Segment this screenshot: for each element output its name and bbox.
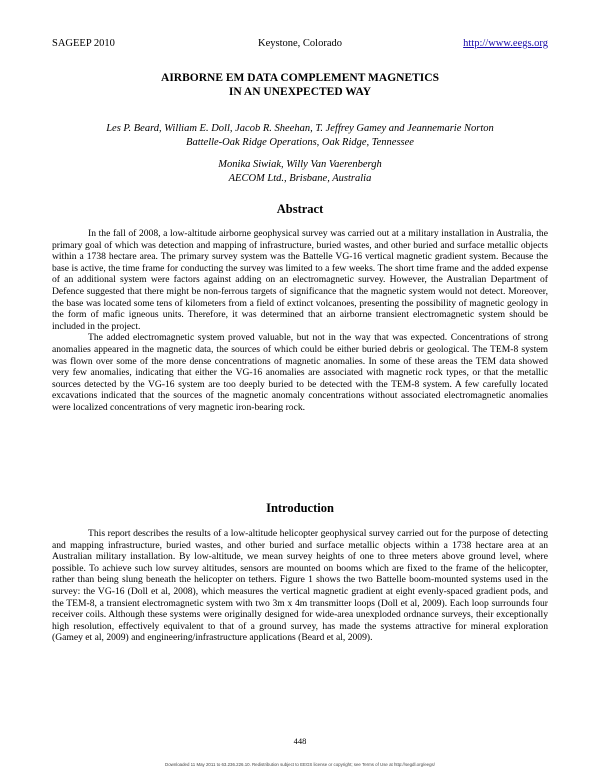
abstract-paragraph-2: The added electromagnetic system proved valuable, but not in the way that was expected. Concentrations of strong anomalies appeared in the magnetic data, the sources of which could be either buried debris or geological. The TEM-8 system was flown over some of the more dense concentrations of magnetic anomalies. In some of these areas the TEM data showed very few anomalies, indicating that either the VG-16 anomalies are associated with magnetic rock types, or that the metallic sources detected by the VG-16 system are too deeply buried to be detected with the TEM-8 system. A few carefully located excavations indicated that the sources of the magnetic anomaly concentrations without associated electromagnetic anomalies were localized concentrations of very magnetic iron-bearing rock. (52, 332, 548, 413)
abstract-heading: Abstract (276, 202, 324, 216)
abstract-paragraph-1: In the fall of 2008, a low-altitude airborne geophysical survey was carried out at a military installation in Australia, the primary goal of which was detection and mapping of infrastructure, buried wastes, and other buried and surface metallic objects within a 1738 hectare area. The primary survey system was the Battelle VG-16 vertical magnetic gradient system. Because the base is active, the time frame for conducting the survey was limited to a few weeks. The short time frame and the added expense of an additional system were factors against adding on an electromagnetic survey. However, the Australian Department of Defence suggested that there might be non-ferrous targets of significance that the magnetic system would not detect. Moreover, the base was located some tens of kilometers from a field of extinct volcanoes, presenting the possibility of magnetic geology in the form of mafic igneous units. Therefore, it was determined that an airborne transient electromagnetic system should be included in the project. (52, 228, 548, 332)
abstract-body (52, 228, 548, 414)
author-names-2: Monika Siwiak, Willy Van Vaerenbergh (218, 159, 382, 170)
conference-url-link[interactable]: http://www.eegs.org (463, 38, 548, 49)
introduction-body (52, 528, 548, 644)
author-group-2 (52, 158, 548, 186)
author-group-1 (52, 122, 548, 150)
running-header (52, 38, 548, 52)
introduction-heading: Introduction (266, 501, 334, 515)
author-names-1: Les P. Beard, William E. Doll, Jacob R. Sheehan, T. Jeffrey Gamey and Jeannemarie Norton (106, 123, 494, 134)
title-line-2: IN AN UNEXPECTED WAY (228, 86, 372, 98)
download-notice: Downloaded 11 May 2011 to 63.236.226.10. Redistribution subject to EEGS license or copyright; see Terms of Use at http://segdl.org/eegs/ (165, 762, 435, 767)
page-number: 448 (293, 736, 307, 746)
introduction-paragraph-1: This report describes the results of a low-altitude helicopter geophysical survey carried out for the purpose of detecting and mapping infrastructure, buried wastes, and other buried and surface metallic objects within a 1738 hectare area at an Australian military installation. By low-altitude, we mean survey heights of one to three meters above ground level, where possible. To achieve such low survey altitudes, sensors are mounted on booms which are fixed to the frame of the helicopter, rather than being slung beneath the helicopter on tethers. Figure 1 shows the two Battelle boom-mounted systems used in the survey: the VG-16 (Doll et al, 2008), which measures the vertical magnetic gradient at eight evenly-spaced gradient pods, and the TEM-8, a transient electromagnetic system with two 3m x 4m transmitter loops (Doll et al, 2009). Each loop surrounds four receiver coils. Although these systems were originally designed for wide-area unexploded ordnance surveys, their exceptionally high resolution, effectively equivalent to that of a ground survey, has made the systems attractive for mineral exploration (Gamey et al, 2009) and engineering/infrastructure applications (Beard et al, 2009). (52, 528, 548, 644)
paper-title (52, 71, 548, 99)
title-line-1: AIRBORNE EM DATA COMPLEMENT MAGNETICS (161, 72, 439, 84)
conference-location: Keystone, Colorado (258, 38, 342, 49)
author-affiliation-1: Battelle-Oak Ridge Operations, Oak Ridge, Tennessee (186, 137, 414, 148)
conference-name: SAGEEP 2010 (52, 38, 115, 49)
author-affiliation-2: AECOM Ltd., Brisbane, Australia (228, 173, 372, 184)
